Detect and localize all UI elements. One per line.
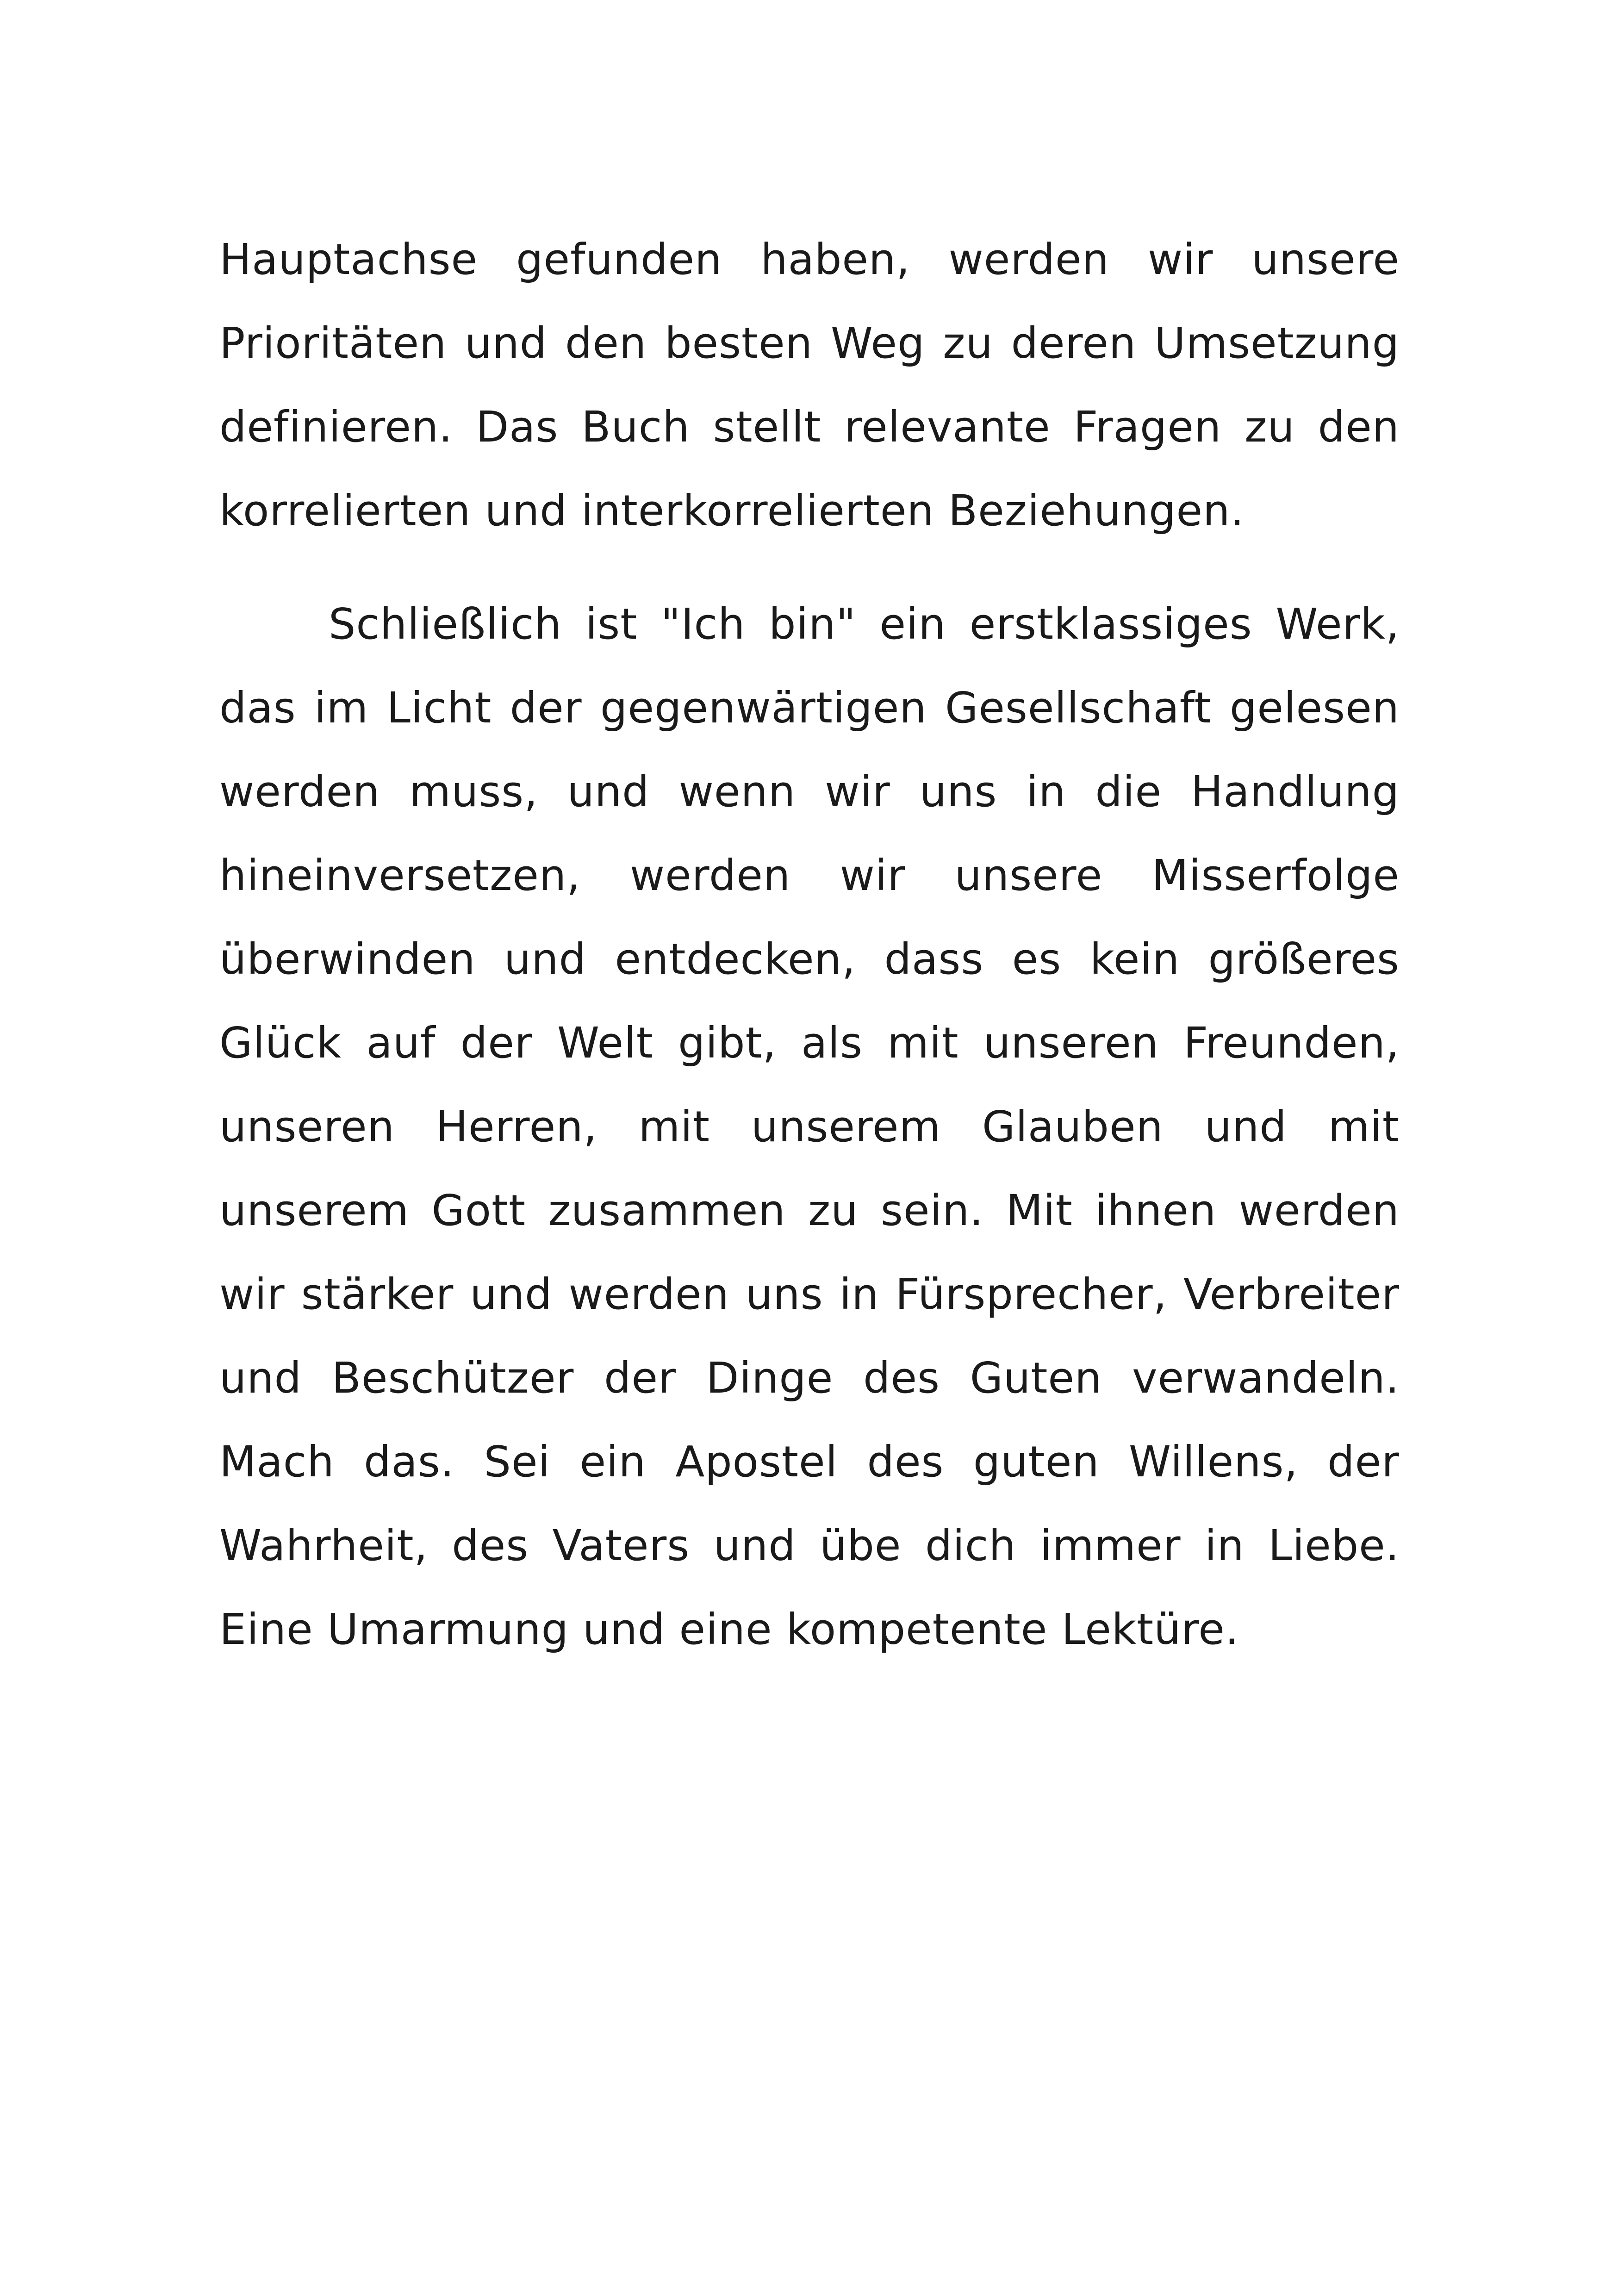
paragraph-continued: Hauptachse gefunden haben, werden wir unsere Prioritäten und den besten Weg zu deren Umsetzung definieren. Das Buch stellt relevante Fragen zu den korrelierten und interkorrelierten Beziehungen. — [219, 235, 1400, 535]
body-text — [219, 218, 1400, 1671]
paragraph-conclusion: Schließlich ist "Ich bin" ein erstklassiges Werk, das im Licht der gegenwärtigen Gesellschaft gelesen werden muss, und wenn wir uns in die Handlung hineinversetzen, werden wir unsere Misserfolge überwinden und entdecken, dass es kein größeres Glück auf der Welt gibt, als mit unseren Freunden, unseren Herren, mit unserem Glauben und mit unserem Gott zusammen zu sein. Mit ihnen werden wir stärker und werden uns in Fürsprecher, Verbreiter und Beschützer der Dinge des Guten verwandeln. Mach das. Sei ein Apostel des guten Willens, der Wahrheit, des Vaters und übe dich immer in Liebe. Eine Umarmung und eine kompetente Lektüre. — [219, 599, 1400, 1654]
